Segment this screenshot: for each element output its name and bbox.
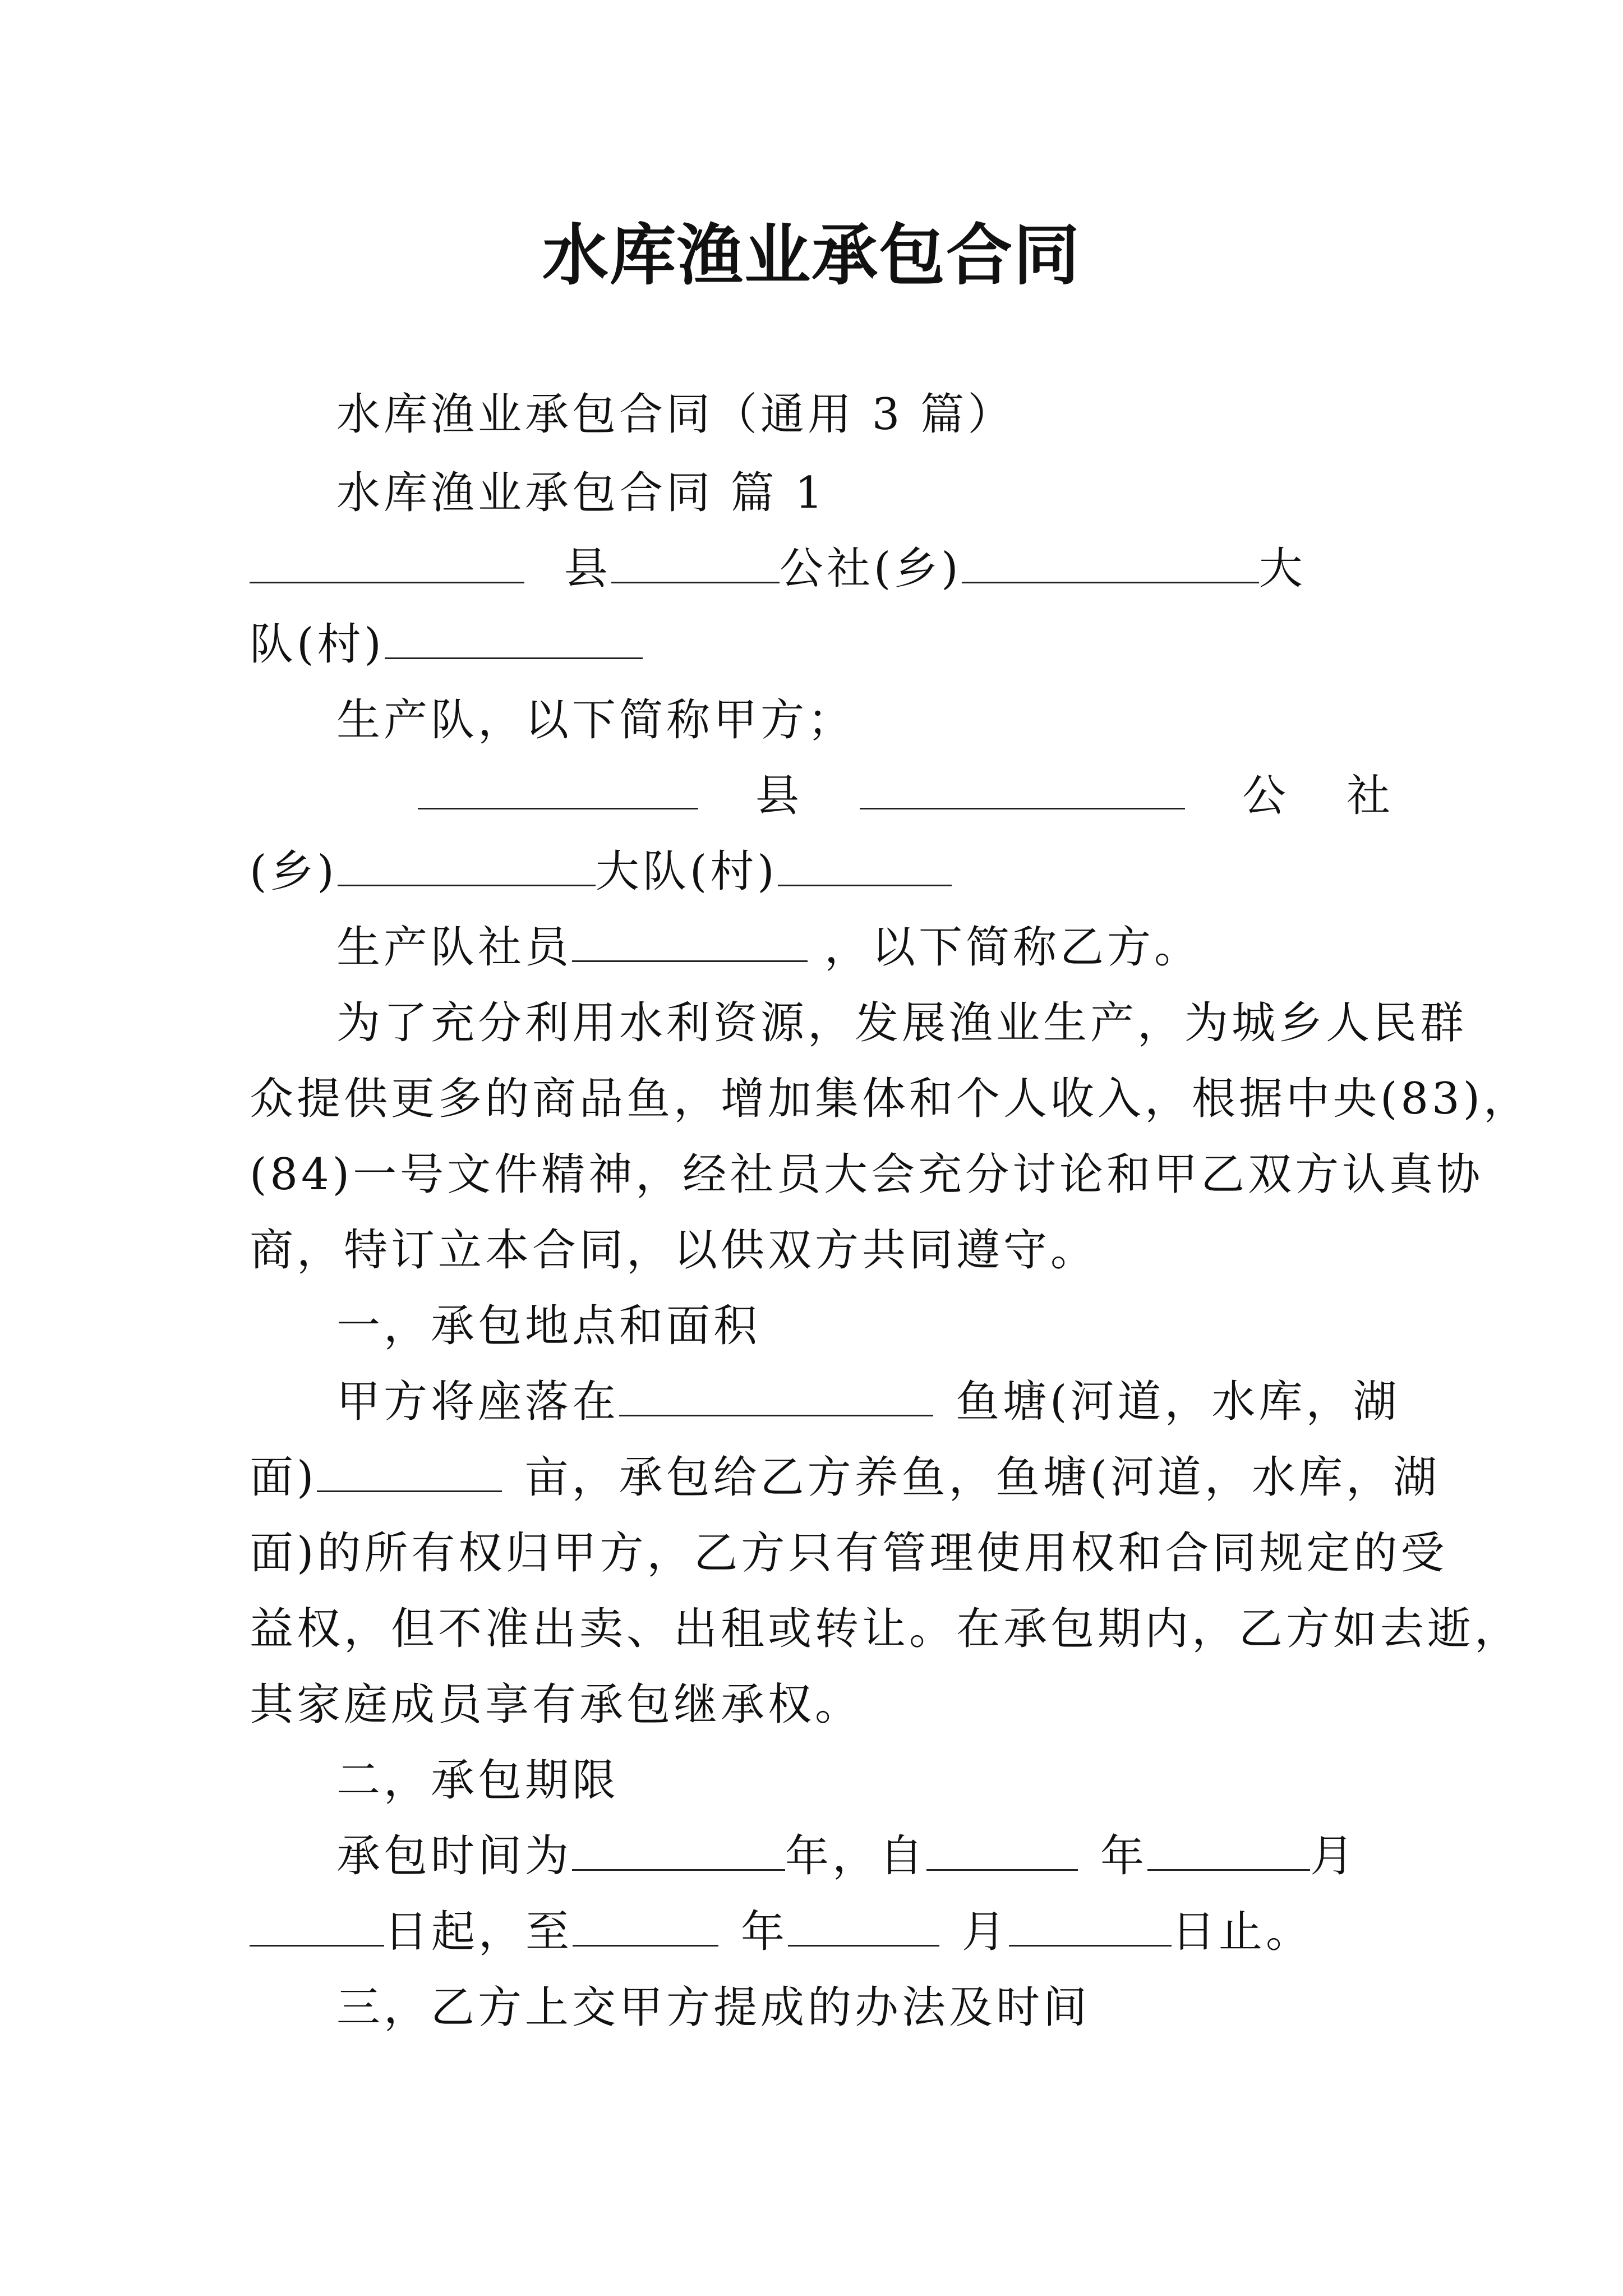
label-township: (乡) — [250, 846, 338, 897]
label-brigade-village: 大队(村) — [595, 846, 778, 897]
label-county: 县 — [755, 771, 803, 821]
paragraph-line — [250, 1907, 1394, 1957]
text-span: 年，自 — [785, 1831, 927, 1881]
section-heading: 水库渔业承包合同 篇 1 — [336, 468, 827, 518]
party-a-address-line-1 — [250, 544, 1394, 594]
blank-field[interactable] — [1147, 1835, 1310, 1871]
document-title: 水库渔业承包合同 — [542, 217, 1081, 294]
paragraph-line: 其家庭成员享有承包继承权。 — [250, 1680, 863, 1730]
blank-field[interactable] — [250, 548, 524, 583]
clause-heading-3: 三，乙方上交甲方提成的办法及时间 — [336, 1982, 1091, 2033]
text-span: 甲方将座落在 — [336, 1377, 620, 1427]
text-span: 月 — [1310, 1831, 1358, 1881]
text-span: 日起，至 — [384, 1907, 573, 1957]
paragraph-line: 面)的所有权归甲方，乙方只有管理使用权和合同规定的受 — [250, 1528, 1448, 1579]
party-b-address-line-2 — [250, 846, 1394, 897]
blank-field[interactable] — [860, 774, 1185, 809]
text-span: 亩，承包给乙方养鱼，鱼塘(河道，水库，湖 — [524, 1452, 1440, 1503]
blank-field[interactable] — [572, 927, 808, 962]
label-village: 队(村) — [250, 619, 385, 670]
blank-field[interactable] — [572, 1835, 785, 1871]
text-span: 鱼塘(河道，水库，湖 — [956, 1377, 1400, 1427]
paragraph-line — [336, 1377, 1400, 1427]
text-span: 面) — [250, 1452, 317, 1503]
blank-field[interactable] — [250, 1911, 384, 1947]
label-commune: 公社(乡) — [779, 544, 962, 594]
blank-field[interactable] — [338, 851, 596, 886]
paragraph-line — [250, 1452, 1440, 1503]
text-span: 日止。 — [1172, 1907, 1313, 1957]
blank-field[interactable] — [962, 548, 1259, 583]
blank-field[interactable] — [611, 548, 780, 583]
text-span: 年 — [741, 1907, 789, 1957]
label-commune-1: 公 — [1242, 771, 1289, 821]
blank-field[interactable] — [926, 1835, 1078, 1871]
text-span: 年 — [1100, 1831, 1148, 1881]
blank-field[interactable] — [317, 1457, 502, 1492]
paragraph-line — [336, 1831, 1394, 1881]
blank-field[interactable] — [788, 1911, 939, 1947]
clause-heading-2: 二，承包期限 — [336, 1755, 620, 1806]
blank-field[interactable] — [418, 774, 698, 809]
blank-field[interactable] — [385, 624, 643, 659]
paragraph-line: 商，特订立本合同，以供双方共同遵守。 — [250, 1225, 1098, 1276]
party-a-address-line-2 — [250, 619, 1394, 670]
paragraph-line: 为了充分利用水利资源，发展渔业生产，为城乡人民群 — [336, 998, 1468, 1048]
blank-field[interactable] — [573, 1911, 718, 1947]
document-subtitle: 水库渔业承包合同（通用 3 篇） — [336, 389, 1015, 440]
label-party-b: ，以下简称乙方。 — [824, 922, 1202, 973]
label-member: 生产队社员 — [336, 922, 573, 973]
paragraph-line: 众提供更多的商品鱼，增加集体和个人收入，根据中央(83)， — [250, 1074, 1531, 1124]
clause-heading-1: 一，承包地点和面积 — [336, 1301, 761, 1351]
party-b-definition — [336, 922, 1394, 973]
blank-field[interactable] — [1009, 1911, 1172, 1947]
text-span: 承包时间为 — [336, 1831, 573, 1881]
paragraph-line: (84)一号文件精神，经社员大会充分讨论和甲乙双方认真协 — [250, 1149, 1484, 1200]
party-b-address-line-1 — [418, 771, 1394, 821]
party-a-definition: 生产队，以下简称甲方； — [336, 695, 855, 746]
label-brigade-part: 大 — [1258, 544, 1306, 594]
blank-field[interactable] — [619, 1381, 933, 1416]
label-commune-2: 社 — [1346, 771, 1394, 821]
blank-field[interactable] — [778, 851, 952, 886]
paragraph-line: 益权，但不准出卖、出租或转让。在承包期内，乙方如去逝， — [250, 1604, 1522, 1654]
label-county: 县 — [564, 544, 611, 594]
text-span: 月 — [962, 1907, 1009, 1957]
